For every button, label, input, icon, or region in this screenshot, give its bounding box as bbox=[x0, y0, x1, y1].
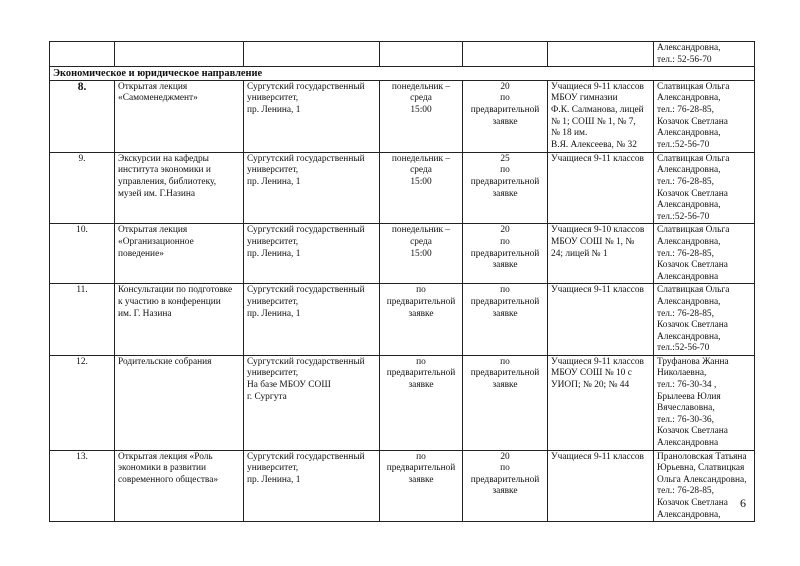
cell-count bbox=[463, 42, 548, 67]
cell-participants: Учащиеся 9-11 классов МБОУ СОШ № 10 с УИОП; № 20; № 44 bbox=[548, 355, 654, 450]
cell-venue: Сургутский государственный университет, пр. Ленина, 1 bbox=[244, 284, 380, 356]
table-row bbox=[50, 224, 755, 284]
cell-participants: Учащиеся 9-11 классов МБОУ гимназии Ф.К. Салманова, лицей № 1; СОШ № 1, № 7, № 18 им. В.Я. Алексеева, № 32 bbox=[548, 80, 654, 152]
cell-participants: Учащиеся 9-11 классов bbox=[548, 450, 654, 522]
cell-time: понедельник – среда 15:00 bbox=[380, 224, 463, 284]
cell-participants bbox=[548, 42, 654, 67]
cell-time: по предварительной заявке bbox=[380, 284, 463, 356]
cell-venue: Сургутский государственный университет, пр. Ленина, 1 bbox=[244, 450, 380, 522]
cell-num: 12. bbox=[50, 355, 115, 450]
cell-count: 20 по предварительной заявке bbox=[463, 80, 548, 152]
schedule-table bbox=[49, 41, 755, 522]
cell-event: Открытая лекция «Самоменеджмент» bbox=[115, 80, 244, 152]
cell-count: 20 по предварительной заявке bbox=[463, 224, 548, 284]
cell-event bbox=[115, 42, 244, 67]
cell-num: 13. bbox=[50, 450, 115, 522]
cell-contact: Слатвицкая Ольга Александровна, тел.: 76-28-85, Козачок Светлана Александровна, тел.:52-56-70 bbox=[654, 80, 755, 152]
table-row bbox=[50, 80, 755, 152]
section-header-row bbox=[50, 67, 755, 81]
cell-venue: Сургутский государственный университет, пр. Ленина, 1 bbox=[244, 224, 380, 284]
cell-venue: Сургутский государственный университет, пр. Ленина, 1 bbox=[244, 80, 380, 152]
cell-num bbox=[50, 42, 115, 67]
cell-count: по предварительной заявке bbox=[463, 355, 548, 450]
table-row bbox=[50, 152, 755, 224]
cell-count: 25 по предварительной заявке bbox=[463, 152, 548, 224]
cell-num: 10. bbox=[50, 224, 115, 284]
cell-count: по предварительной заявке bbox=[463, 284, 548, 356]
cell-event: Экскурсии на кафедры института экономики и управления, библиотеку, музей им. Г.Назина bbox=[115, 152, 244, 224]
cell-num: 9. bbox=[50, 152, 115, 224]
cell-num: 11. bbox=[50, 284, 115, 356]
cell-time bbox=[380, 42, 463, 67]
cell-contact: Слатвицкая Ольга Александровна, тел.: 76-28-85, Козачок Светлана Александровна, тел.:52-56-70 bbox=[654, 152, 755, 224]
cell-time: по предварительной заявке bbox=[380, 450, 463, 522]
cell-time: понедельник – среда 15:00 bbox=[380, 80, 463, 152]
cell-event: Открытая лекция «Организационное поведение» bbox=[115, 224, 244, 284]
cell-contact: Труфанова Жанна Николаевна, тел.: 76-30-34 , Брылеева Юлия Вячеславовна, тел.: 76-30-36, Козачок Светлана Александровна bbox=[654, 355, 755, 450]
table-row bbox=[50, 284, 755, 356]
cell-participants: Учащиеся 9-11 классов bbox=[548, 284, 654, 356]
cell-participants: Учащиеся 9-11 классов bbox=[548, 152, 654, 224]
cell-num: 8. bbox=[50, 80, 115, 152]
cell-count: 20 по предварительной заявке bbox=[463, 450, 548, 522]
table-row bbox=[50, 450, 755, 522]
cell-event: Открытая лекция «Роль экономики в развитии современного общества» bbox=[115, 450, 244, 522]
cell-contact: Слатвицкая Ольга Александровна, тел.: 76-28-85, Козачок Светлана Александровна, тел.:52-56-70 bbox=[654, 284, 755, 356]
cell-participants: Учащиеся 9-10 классов МБОУ СОШ № 1, № 24; лицей № 1 bbox=[548, 224, 654, 284]
cell-venue: Сургутский государственный университет, пр. Ленина, 1 bbox=[244, 152, 380, 224]
section-title: Экономическое и юридическое направление bbox=[50, 67, 755, 81]
table-row bbox=[50, 355, 755, 450]
cell-contact: Праноловская Татьяна Юрьевна, Слатвицкая Ольга Александровна, тел.: 76-28-85, Козачок Светлана Александровна, bbox=[654, 450, 755, 522]
cell-venue: Сургутский государственный университет, На базе МБОУ СОШ г. Сургута bbox=[244, 355, 380, 450]
page-number: 6 bbox=[740, 496, 746, 510]
cell-contact: Александровна, тел.: 52-56-70 bbox=[654, 42, 755, 67]
cell-contact: Слатвицкая Ольга Александровна, тел.: 76-28-85, Козачок Светлана Александровна bbox=[654, 224, 755, 284]
cell-event: Консультации по подготовке к участию в конференции им. Г. Назина bbox=[115, 284, 244, 356]
table-row-top bbox=[50, 42, 755, 67]
cell-event: Родительские собрания bbox=[115, 355, 244, 450]
cell-time: по предварительной заявке bbox=[380, 355, 463, 450]
cell-venue bbox=[244, 42, 380, 67]
cell-time: понедельник – среда 15:00 bbox=[380, 152, 463, 224]
